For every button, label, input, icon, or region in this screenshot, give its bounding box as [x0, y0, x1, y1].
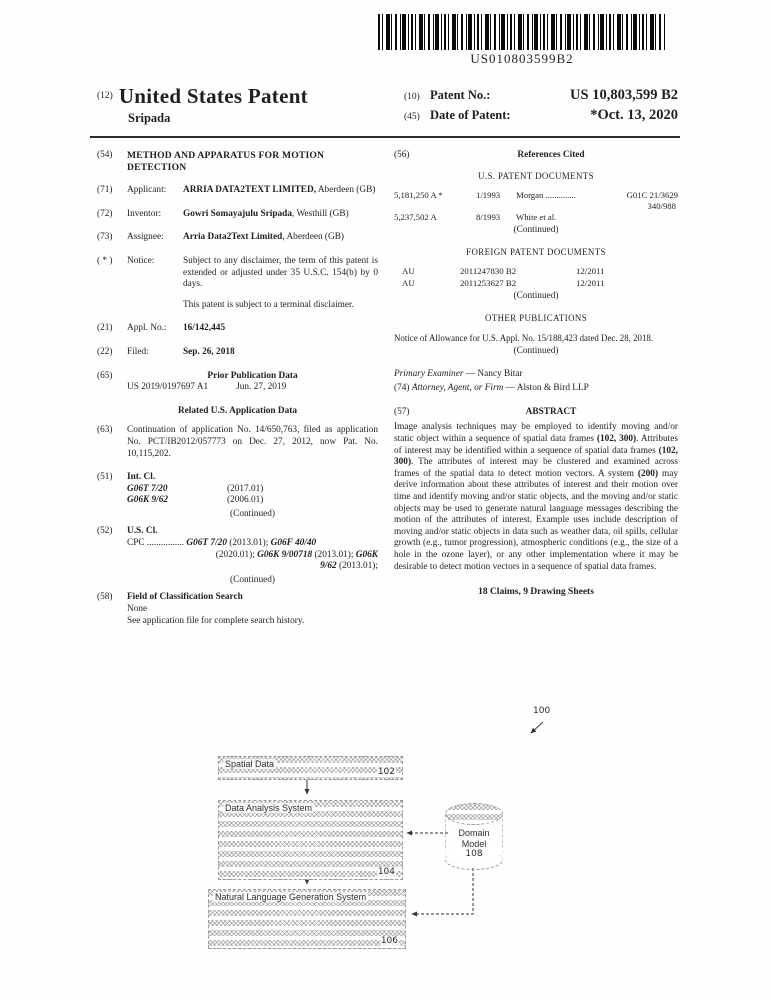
field-num: (72) [97, 208, 113, 219]
field-52-us-cl [97, 526, 378, 586]
attorney-line: (74) Attorney, Agent, or Firm — Alston & Bird LLP [394, 383, 589, 394]
references-cited-heading: References Cited [517, 150, 585, 160]
field-notice [97, 256, 378, 311]
notice-paragraph-1: Subject to any disclaimer, the term of this patent is extended or adjusted under 35 U.S.C. 154(b) by 0 days. [183, 255, 378, 290]
country-cell: AU [402, 266, 415, 277]
cpc-line: 9/62 (2013.01); [320, 561, 378, 572]
continued-note: (Continued) [513, 225, 559, 236]
field-57-abstract [394, 407, 678, 419]
two-column-body [97, 150, 678, 639]
class-date: (2017.01) [227, 483, 264, 494]
inventor-value: Gowri Somayajulu Sripada, Westhill (GB) [183, 208, 349, 219]
prior-publication-line [97, 382, 378, 394]
abstract-heading: ABSTRACT [525, 406, 577, 417]
notice-text [183, 256, 378, 311]
figure-drawing [90, 702, 700, 998]
foreign-patent-row [394, 266, 678, 278]
foreign-patent-row [394, 278, 678, 290]
patent-number-cell: 5,237,502 A [394, 212, 437, 223]
patent-class-cell: G01C 21/3629 [626, 190, 678, 201]
header-left [97, 84, 308, 127]
notice-paragraph-2: This patent is subject to a terminal disclaimer. [183, 299, 354, 310]
publication-number: US 2019/0197697 A1 [127, 382, 209, 393]
foreign-patent-documents-heading: FOREIGN PATENT DOCUMENTS [466, 246, 606, 257]
domain-model-label-line1: Domain [458, 828, 490, 838]
field-num: (52) [97, 526, 113, 537]
int-cl-label: Int. Cl. [127, 472, 156, 483]
cpc-line: (2020.01); G06K 9/00718 (2013.01); G06K [215, 549, 378, 560]
prior-publication-heading: Prior Publication Data [207, 370, 298, 381]
applicant-label: Applicant: [127, 185, 167, 196]
date-cell: 12/2011 [576, 266, 605, 277]
related-data-heading: Related U.S. Application Data [177, 405, 298, 416]
other-publications-heading: OTHER PUBLICATIONS [484, 312, 588, 323]
spatial-data-box [218, 756, 403, 780]
filed-value: Sep. 26, 2018 [183, 346, 235, 357]
continued-note: (Continued) [513, 291, 559, 302]
appl-no-value: 16/142,445 [183, 323, 226, 334]
field-num: (21) [97, 323, 113, 334]
field-num-10: (10) [404, 92, 420, 102]
assignee-value: Arria Data2Text Limited, Aberdeen (GB) [183, 232, 345, 243]
int-cl-block [127, 472, 378, 520]
date-cell: 12/2011 [576, 277, 605, 288]
field-num: (54) [97, 150, 113, 160]
field-num: (56) [394, 150, 410, 160]
filed-label: Filed: [127, 346, 149, 357]
domain-model-cylinder-top [445, 803, 503, 825]
patent-number-cell: 5,181,250 A * [394, 190, 443, 201]
field-63-continuation [97, 425, 378, 460]
patent-name-cell: White et al. [516, 212, 557, 223]
us-patent-row [394, 190, 678, 201]
right-column [394, 150, 678, 639]
us-patent-documents-heading: U.S. PATENT DOCUMENTS [478, 170, 594, 181]
barcode-text: US010803599B2 [470, 51, 574, 66]
patent-name-cell: Morgan .............. [516, 190, 576, 201]
continued-note: (Continued) [230, 574, 275, 585]
data-analysis-system-box [218, 800, 403, 880]
us-cl-block [127, 526, 378, 586]
us-patent-row [394, 212, 678, 223]
ref-108: 108 [439, 849, 509, 860]
assignee-label: Assignee: [127, 232, 164, 243]
field-21-appl-no [97, 323, 378, 335]
publication-date: Jun. 27, 2019 [236, 382, 287, 393]
applicant-value: ARRIA DATA2TEXT LIMITED, Aberdeen (GB) [183, 185, 376, 196]
int-cl-entry [127, 484, 378, 496]
int-cl-entry [127, 495, 378, 507]
field-num: ( * ) [97, 255, 113, 266]
appl-no-label: Appl. No.: [127, 323, 167, 334]
notice-label: Notice: [127, 255, 155, 266]
claims-line: 18 Claims, 9 Drawing Sheets [478, 587, 594, 598]
figure-ref-100: 100 [533, 706, 551, 716]
patent-date-label: Date of Patent: [430, 108, 511, 122]
header-right [404, 84, 678, 127]
primary-examiner-line: Primary Examiner — Nancy Bitar [394, 368, 523, 379]
field-num-12: (12) [97, 91, 113, 101]
patent-number-label: Patent No.: [430, 88, 491, 102]
field-58-search [97, 592, 378, 627]
ref-106: 106 [380, 936, 398, 946]
examiner-block [394, 369, 678, 395]
ref-100-pointer-arrow [531, 722, 543, 733]
class-date: (2006.01) [227, 495, 264, 506]
field-num: (51) [97, 472, 113, 483]
barcode-image [378, 14, 666, 50]
spatial-data-box-label: Spatial Data [225, 759, 275, 769]
nlg-system-box [208, 889, 406, 949]
continuation-text: Continuation of application No. 14/650,763, filed as application No. PCT/IB2012/057773 on Dec. 27, 2012, now Pat. No. 10,115,202. [127, 425, 378, 459]
other-publications-text: Notice of Allowance for U.S. Appl. No. 15/188,423 dated Dec. 28, 2018. [394, 332, 654, 343]
page-title: United States Patent [118, 84, 308, 108]
us-patent-row-continuation: 340/988 [647, 201, 676, 212]
class-code: G06T 7/20 [127, 483, 168, 494]
patent-number-value: US 10,803,599 B2 [570, 87, 678, 103]
field-71-applicant [97, 185, 378, 197]
domain-model-label-line2: Model [461, 838, 487, 849]
continued-note: (Continued) [230, 508, 275, 519]
us-cl-label: U.S. Cl. [127, 526, 158, 537]
field-51-int-cl [97, 472, 378, 520]
search-none: None [127, 604, 148, 615]
field-22-filed [97, 347, 378, 359]
patent-date-cell: 8/1993 [476, 212, 501, 223]
abstract-text: Image analysis techniques may be employed to identify moving and/or static object within a sequence of spatial data frames (102, 300). Attributes of interest may be identified within a sequence of spatial data frames (102, 300). The attributes of interest may be clustered and examined across frames of the spatial data to detect motion vectors. A system (200) may derive information about these attributes of interest and their motion over time and identify moving and/or static objects, and the moving and/or static objects may be used to generate natural language messages describing the motion of the attributes of interest. Example uses include description of moving and/or static objects in data such as weather data, oil spills, cellular growth (e.g., tumor progression), atmospheric conditions (e.g., the size of a hole in the ozone layer), or any other implementation where it may be desirable to detect motion vectors in a sequence of spatial data frames. [394, 422, 678, 572]
field-73-assignee [97, 232, 378, 244]
field-num: (63) [97, 425, 113, 436]
field-54-title [97, 150, 378, 173]
field-num: (58) [97, 592, 113, 603]
class-code: G06K 9/62 [127, 495, 169, 506]
search-label: Field of Classification Search [127, 592, 243, 603]
cpc-line: CPC ................ G06T 7/20 (2013.01); G06F 40/40 [127, 538, 317, 549]
domain-to-nlg-arrow [412, 868, 473, 914]
header-inventor-surname: Sripada [128, 111, 171, 125]
field-72-inventor [97, 209, 378, 221]
field-56-references [394, 150, 678, 162]
data-analysis-box-label: Data Analysis System [225, 803, 313, 813]
number-cell: 2011247830 B2 [460, 266, 517, 277]
field-num-45: (45) [404, 112, 420, 122]
field-num: (22) [97, 346, 113, 357]
domain-model-label [439, 828, 509, 860]
search-see: See application file for complete search history. [127, 615, 305, 626]
patent-date-cell: 1/1993 [476, 190, 501, 201]
header-divider [90, 136, 680, 138]
country-cell: AU [402, 277, 415, 288]
continued-note: (Continued) [513, 346, 559, 357]
patent-date-line [404, 107, 678, 124]
inventor-label: Inventor: [127, 208, 162, 219]
field-num: (65) [97, 370, 113, 381]
search-block [127, 592, 378, 627]
field-num: (57) [394, 406, 410, 417]
field-num: (71) [97, 185, 113, 196]
field-num: (73) [97, 232, 113, 243]
number-cell: 2011253627 B2 [460, 277, 517, 288]
left-column [97, 150, 378, 639]
ref-102: 102 [377, 767, 395, 777]
invention-title: METHOD AND APPARATUS FOR MOTION DETECTION [127, 150, 325, 173]
header [97, 84, 678, 127]
patent-date-value: *Oct. 13, 2020 [590, 107, 678, 123]
field-65-heading [97, 371, 378, 383]
patent-number-line [404, 87, 678, 104]
ref-104: 104 [377, 867, 395, 877]
nlg-box-label: Natural Language Generation System [215, 892, 367, 902]
